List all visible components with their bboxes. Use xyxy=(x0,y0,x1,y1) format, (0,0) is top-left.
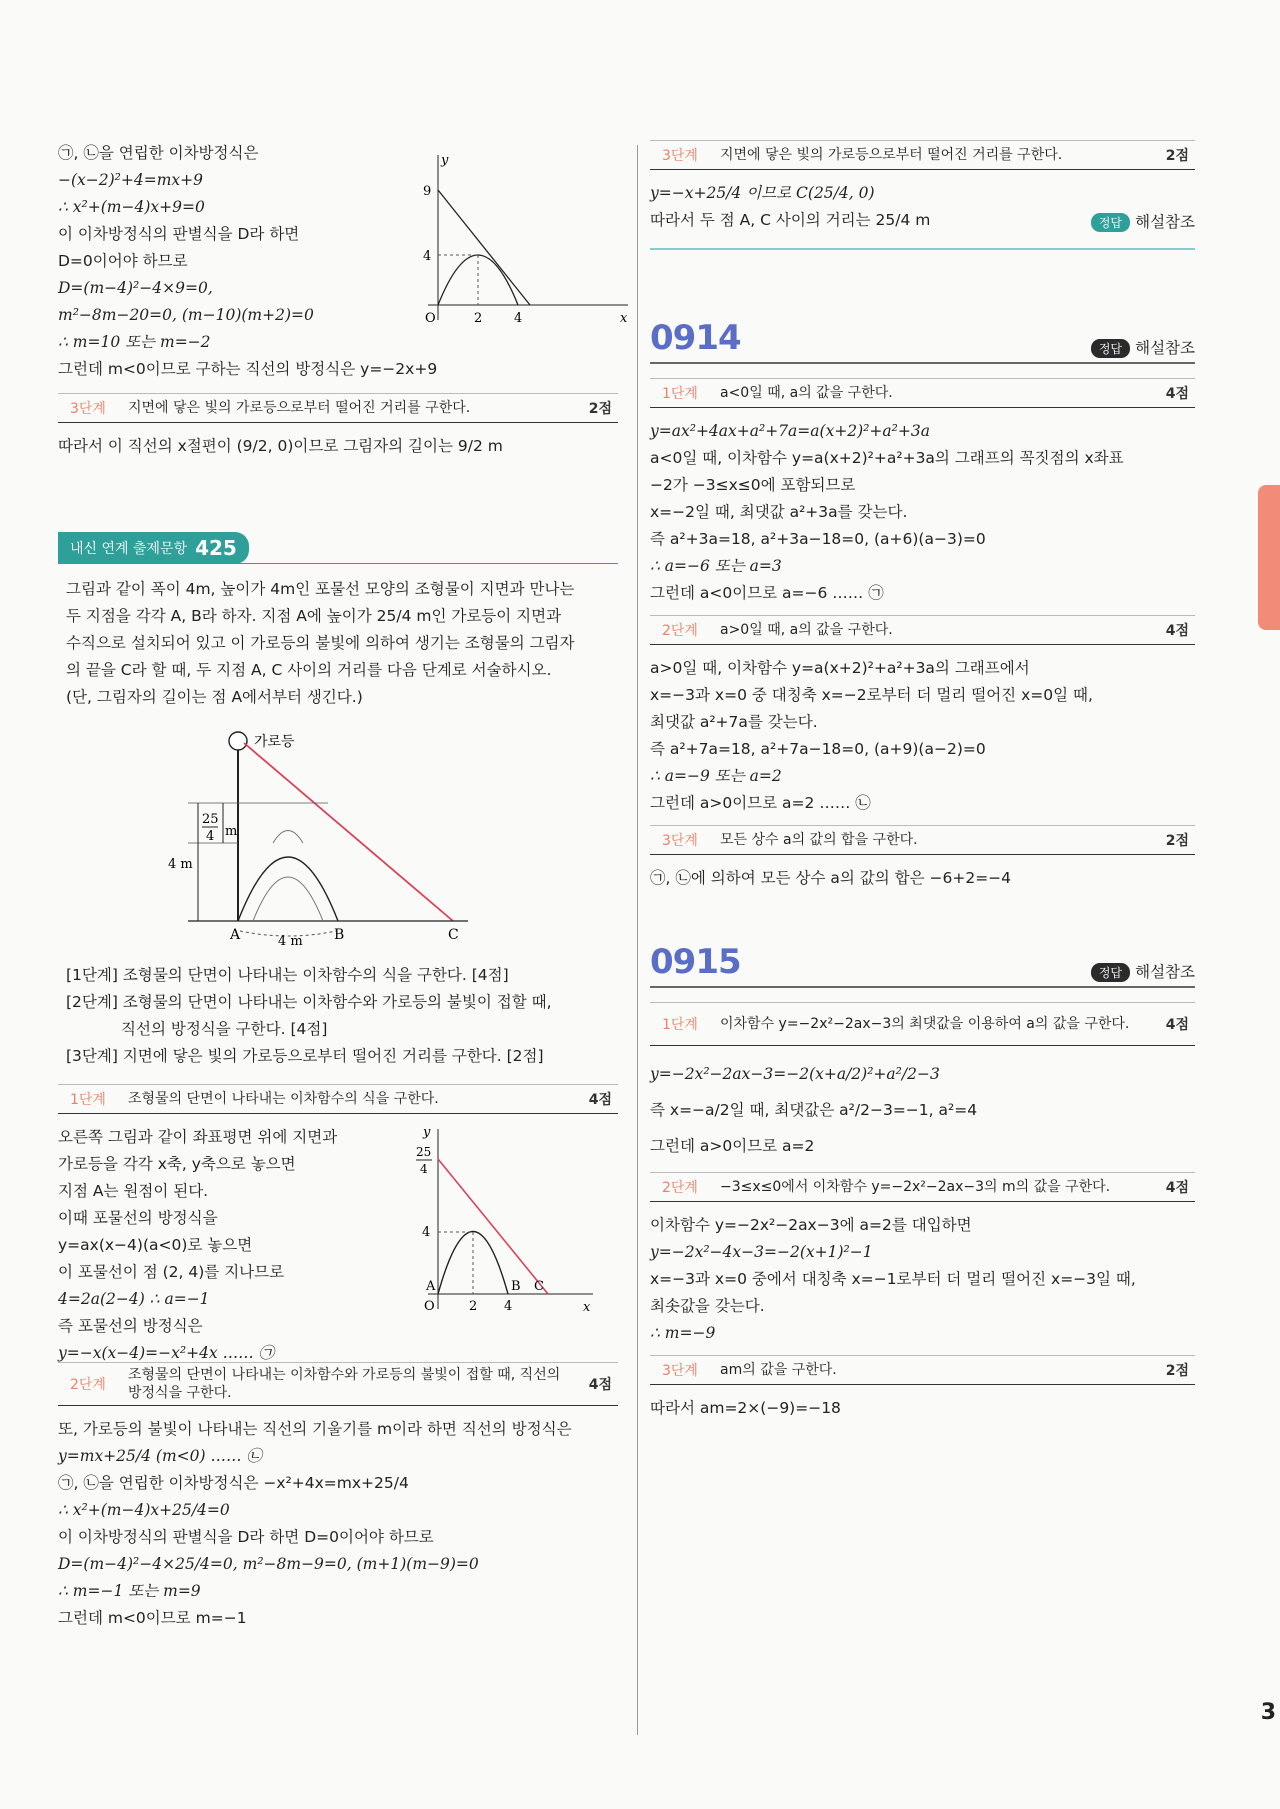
x-axis-label: x xyxy=(620,311,628,326)
text-line: 그런데 m<0이므로 m=−1 xyxy=(58,1609,247,1627)
text-line: 따라서 am=2×(−9)=−18 xyxy=(650,1399,841,1417)
right-column xyxy=(650,140,1195,1422)
step-title: a<0일 때, a의 값을 구한다. xyxy=(720,385,893,401)
text-line: y=ax(x−4)(a<0)로 놓으면 xyxy=(58,1236,253,1254)
problem-header-0915 xyxy=(650,942,1195,988)
step-title: am의 값을 구한다. xyxy=(720,1362,837,1378)
lamp-label: 가로등 xyxy=(254,734,295,750)
tick-label: 9 xyxy=(423,184,432,199)
step-title: −3≤x≤0에서 이차함수 y=−2x²−2ax−3의 m의 값을 구한다. xyxy=(720,1179,1111,1195)
step-points: 2점 xyxy=(1165,148,1189,164)
problem-header-0914 xyxy=(650,318,1195,364)
step-list-item: [1단계] 조형물의 단면이 나타내는 이차함수의 식을 구한다. [4점] xyxy=(66,966,509,984)
text-line: ∴ m=−1 또는 m=9 xyxy=(58,1582,201,1600)
p915-step1-body xyxy=(650,1056,1195,1164)
answer-text: 해설참조 xyxy=(1135,963,1195,981)
text-line: D=(m−4)²−4×25/4=0, m²−8m−9=0, (m+1)(m−9)=0 xyxy=(58,1555,479,1573)
point-label: C xyxy=(534,1279,544,1294)
text-line: ∴ a=−6 또는 a=3 xyxy=(650,557,782,575)
text-line: y=−2x²−2ax−3=−2(x+a/2)²+a²/2−3 xyxy=(650,1065,940,1083)
p914-step2-body xyxy=(650,655,1195,817)
step-list-item: [3단계] 지면에 닿은 빛의 가로등으로부터 떨어진 거리를 구한다. [2점] xyxy=(66,1047,544,1065)
problem-line: (단, 그림자의 길이는 점 A에서부터 생긴다.) xyxy=(66,688,363,706)
step-tag: 2단계 xyxy=(662,1180,698,1196)
step-points: 4점 xyxy=(588,1377,612,1393)
column-divider xyxy=(637,145,638,1735)
step-points: 4점 xyxy=(588,1092,612,1108)
text-line: 즉 x=−a/2일 때, 최댓값은 a²/2−3=−1, a²=4 xyxy=(650,1101,978,1119)
answer-row xyxy=(650,207,1195,250)
point-label: A xyxy=(426,1279,436,1294)
text-line: 지점 A는 원점이 된다. xyxy=(58,1182,209,1200)
step-header xyxy=(58,1084,618,1114)
step-points: 4점 xyxy=(1165,1017,1189,1033)
answer-text: 해설참조 xyxy=(1135,339,1195,357)
band-number: 425 xyxy=(195,536,237,560)
text-line: 최솟값을 갖는다. xyxy=(650,1297,765,1315)
y-axis-label: y xyxy=(441,153,449,168)
problem-line: 두 지점을 각각 A, B라 하자. 지점 A에 높이가 25/4 m인 가로등이 지면과 xyxy=(66,607,562,625)
text-line: 이때 포물선의 방정식을 xyxy=(58,1209,218,1227)
point-label: B xyxy=(511,1279,521,1294)
width-label: 4 m xyxy=(278,934,303,948)
text-line: 이 이차방정식의 판별식을 D라 하면 xyxy=(58,225,300,243)
problem-line: 수직으로 설치되어 있고 이 가로등의 불빛에 의하여 생기는 조형물의 그림자 xyxy=(66,634,575,652)
answer-badge: 정답 xyxy=(1091,339,1130,358)
text-line: 이 포물선이 점 (2, 4)를 지나므로 xyxy=(58,1263,285,1281)
step-header xyxy=(650,378,1195,408)
figure-lamp-sculpture xyxy=(168,723,498,948)
height-unit: m xyxy=(225,824,238,839)
text-line: ㉠, ㉡을 연립한 이차방정식은 xyxy=(58,144,259,162)
solution-top xyxy=(58,140,628,378)
text-line: D=(m−4)²−4×9=0, xyxy=(58,279,213,297)
step-points: 2점 xyxy=(1165,1363,1189,1379)
step-header xyxy=(58,1362,618,1406)
text-line: 즉 a²+7a=18, a²+7a−18=0, (a+9)(a−2)=0 xyxy=(650,740,986,758)
text-line: ∴ m=10 또는 m=−2 xyxy=(58,333,211,351)
height-label: 4 xyxy=(206,829,215,844)
graph-parabola-tangent xyxy=(388,150,638,330)
step-header xyxy=(650,825,1195,855)
text-line: a<0일 때, 이차함수 y=a(x+2)²+a²+3a의 그래프의 꼭짓점의 x좌표 xyxy=(650,449,1124,467)
text-line: y=ax²+4ax+a²+7a=a(x+2)²+a²+3a xyxy=(650,422,930,440)
step2-body xyxy=(58,1416,618,1632)
step-header xyxy=(650,615,1195,645)
point-label: A xyxy=(230,927,241,943)
tick-label: 25 xyxy=(416,1145,432,1159)
text-line: 즉 포물선의 방정식은 xyxy=(58,1317,203,1335)
text-line: 그런데 a<0이므로 a=−6 …… ㉠ xyxy=(650,584,884,602)
point-label: C xyxy=(448,927,459,943)
text-line: 그런데 a>0이므로 a=2 xyxy=(650,1137,815,1155)
step-list-item: [2단계] 조형물의 단면이 나타내는 이차함수와 가로등의 불빛이 접할 때, xyxy=(66,993,552,1011)
problem-text xyxy=(58,576,618,711)
text-line: 그런데 a>0이므로 a=2 …… ㉡ xyxy=(650,794,871,812)
text-line: 또, 가로등의 불빛이 나타내는 직선의 기울기를 m이라 하면 직선의 방정식은 xyxy=(58,1420,572,1438)
text-line: x=−3과 x=0 중 대칭축 x=−2로부터 더 멀리 떨어진 x=0일 때, xyxy=(650,686,1093,704)
band-text: 내신 연계 출제문항 xyxy=(70,541,188,557)
origin-label: O xyxy=(424,1299,435,1314)
step-tag: 3단계 xyxy=(662,1363,698,1379)
text-line: 따라서 이 직선의 x절편이 (9/2, 0)이므로 그림자의 길이는 9/2 m xyxy=(58,437,503,455)
text-line: ∴ x²+(m−4)x+9=0 xyxy=(58,198,205,216)
text-line: ∴ x²+(m−4)x+25/4=0 xyxy=(58,1501,230,1519)
text-line: ㉠, ㉡에 의하여 모든 상수 a의 값의 합은 −6+2=−4 xyxy=(650,869,1012,887)
text-line: x=−2일 때, 최댓값 a²+3a를 갖는다. xyxy=(650,503,908,521)
step-title: 조형물의 단면이 나타내는 이차함수와 가로등의 불빛이 접할 때, 직선의 방정식을 구한다. xyxy=(128,1367,561,1401)
step-header xyxy=(650,1172,1195,1202)
left-column xyxy=(58,140,628,1632)
text-line: 이 이차방정식의 판별식을 D라 하면 D=0이어야 하므로 xyxy=(58,1528,434,1546)
text-line: 즉 a²+3a=18, a²+3a−18=0, (a+6)(a−3)=0 xyxy=(650,530,986,548)
point-label: B xyxy=(334,927,345,943)
step-tag: 1단계 xyxy=(70,1092,106,1108)
text-line: ㉠, ㉡을 연립한 이차방정식은 −x²+4x=mx+25/4 xyxy=(58,1474,409,1492)
height-label: 25 xyxy=(202,812,219,827)
step-tag: 2단계 xyxy=(70,1377,106,1393)
answer-text: 해설참조 xyxy=(1135,212,1195,231)
step-tag: 3단계 xyxy=(662,833,698,849)
y-axis-label: y xyxy=(423,1125,431,1140)
text-line: D=0이어야 하므로 xyxy=(58,252,188,270)
p914-step1-body xyxy=(650,418,1195,607)
band-label xyxy=(58,532,249,564)
text-line: y=mx+25/4 (m<0) …… ㉡ xyxy=(58,1447,262,1465)
step-tag: 1단계 xyxy=(662,386,698,402)
tick-label: 4 xyxy=(504,1299,513,1314)
tick-label: 2 xyxy=(469,1299,478,1314)
text-line: 가로등을 각각 x축, y축으로 놓으면 xyxy=(58,1155,296,1173)
step-title: 지면에 닿은 빛의 가로등으로부터 떨어진 거리를 구한다. xyxy=(720,147,1063,163)
origin-label: O xyxy=(425,311,436,326)
text-line: ∴ a=−9 또는 a=2 xyxy=(650,767,782,785)
step-header xyxy=(58,393,618,423)
step-title: 모든 상수 a의 값의 합을 구한다. xyxy=(720,832,918,848)
text-line: 4=2a(2−4) ∴ a=−1 xyxy=(58,1290,210,1308)
x-axis-label: x xyxy=(583,1300,591,1315)
step-tag: 3단계 xyxy=(70,401,106,417)
text-line: 그런데 m<0이므로 구하는 직선의 방정식은 y=−2x+9 xyxy=(58,360,438,378)
step-points: 2점 xyxy=(588,401,612,417)
step-points: 4점 xyxy=(1165,623,1189,639)
text-line: y=−x(x−4)=−x²+4x …… ㉠ xyxy=(58,1344,275,1362)
answer-badge: 정답 xyxy=(1091,213,1130,232)
answer-badge: 정답 xyxy=(1091,963,1130,982)
text-line: 따라서 두 점 A, C 사이의 거리는 25/4 m xyxy=(650,211,931,229)
problem-band xyxy=(58,532,618,564)
text-line: m²−8m−20=0, (m−10)(m+2)=0 xyxy=(58,306,314,324)
text-line: −(x−2)²+4=mx+9 xyxy=(58,171,204,189)
step1-body xyxy=(58,1124,618,1362)
step-title: 조형물의 단면이 나타내는 이차함수의 식을 구한다. xyxy=(128,1091,439,1107)
problem-number: 0914 xyxy=(650,318,741,358)
text-line: y=−x+25/4 이므로 C(25/4, 0) xyxy=(650,184,875,202)
text-line: 최댓값 a²+7a를 갖는다. xyxy=(650,713,818,731)
step-tag: 2단계 xyxy=(662,623,698,639)
step-title: a>0일 때, a의 값을 구한다. xyxy=(720,622,893,638)
problem-line: 의 끝을 C라 할 때, 두 지점 A, C 사이의 거리를 다음 단계로 서술하시오. xyxy=(66,661,552,679)
text-line: x=−3과 x=0 중에서 대칭축 x=−1로부터 더 멀리 떨어진 x=−3일 때, xyxy=(650,1270,1136,1288)
height-label: 4 m xyxy=(168,857,193,872)
page-number: 3 xyxy=(1260,1700,1276,1725)
text-line: y=−2x²−4x−3=−2(x+1)²−1 xyxy=(650,1243,873,1261)
step-title: 이차함수 y=−2x²−2ax−3의 최댓값을 이용하여 a의 값을 구한다. xyxy=(720,1016,1130,1032)
step-header xyxy=(650,1002,1195,1046)
text-line: −2가 −3≤x≤0에 포함되므로 xyxy=(650,476,856,494)
problem-number: 0915 xyxy=(650,942,741,982)
step-header xyxy=(650,1355,1195,1385)
step-list xyxy=(58,962,618,1070)
step-header xyxy=(650,140,1195,170)
tick-label: 4 xyxy=(514,311,523,326)
text-line: a>0일 때, 이차함수 y=a(x+2)²+a²+3a의 그래프에서 xyxy=(650,659,1030,677)
tick-label: 4 xyxy=(420,1162,428,1176)
step-list-item: 직선의 방정식을 구한다. [4점] xyxy=(121,1020,328,1038)
step-points: 4점 xyxy=(1165,386,1189,402)
text-line: ∴ m=−9 xyxy=(650,1324,716,1342)
tick-label: 4 xyxy=(422,1225,431,1240)
step-tag: 1단계 xyxy=(662,1017,698,1033)
step-tag: 3단계 xyxy=(662,148,698,164)
step-points: 2점 xyxy=(1165,833,1189,849)
step-title: 지면에 닿은 빛의 가로등으로부터 떨어진 거리를 구한다. xyxy=(128,400,471,416)
tick-label: 4 xyxy=(423,249,432,264)
problem-line: 그림과 같이 폭이 4m, 높이가 4m인 포물선 모양의 조형물이 지면과 만나는 xyxy=(66,580,575,598)
tick-label: 2 xyxy=(474,311,483,326)
text-line: 오른쪽 그림과 같이 좌표평면 위에 지면과 xyxy=(58,1128,338,1146)
text-line: 이차함수 y=−2x²−2ax−3에 a=2를 대입하면 xyxy=(650,1216,972,1234)
p915-step2-body xyxy=(650,1212,1195,1347)
graph-coordinate-model xyxy=(408,1124,608,1319)
chapter-tab xyxy=(1258,485,1280,630)
step-points: 4점 xyxy=(1165,1180,1189,1196)
